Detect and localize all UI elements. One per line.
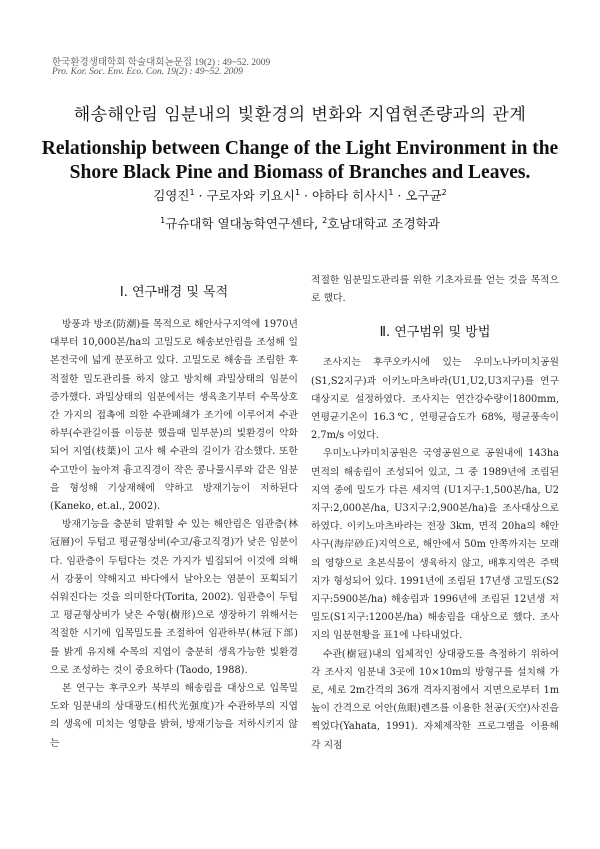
body-paragraph: 방재기능을 충분히 발휘할 수 있는 해안림은 임관층(林冠層)이 두텁고 평균형상비(수고/흉고직경)가 낮은 임분이다. 임관층이 두텁다는 것은 가지가 빌집되어 이것에 의해서 강풍이 약해지고 바다에서 날아오는 염분이 포획되기 쉬워진다는 것을 의미한다(Torita, 2002). 임관층이 두텁고 평균형상비가 낮은 수형(樹形)으로 생장하기 위해서는 적절한 시기에 입목밀도를 조절하여 임관하부(林冠下部)를 밝게 유지해 수목의 지엽이 충분히 생육가능한 빛환경으로 조성하는 것이 중요하다 (Taodo, 1988).: [50, 519, 298, 676]
affil-name: 호남대학교 조경학과: [327, 216, 440, 231]
left-column: [50, 285, 298, 753]
author-affil-sup: 1: [388, 187, 394, 197]
section-heading-background: Ⅰ. 연구배경 및 목적: [119, 285, 229, 300]
title-korean: 해송해안림 임분내의 빛환경의 변화와 지엽현존량과의 관계: [73, 105, 527, 125]
title-english: Relationship between Change of the Light Environment in the Shore Black Pine and Biomass of Branches and Leaves.: [41, 138, 559, 183]
author-separator: ·: [393, 188, 406, 203]
journal-citation-english: Pro. Kor. Soc. Env. Eco. Con. 19(2) : 49~52. 2009: [52, 67, 243, 77]
author-name: 야하타 히사시: [311, 188, 389, 203]
affil-name: 규슈대학 열대농학연구센타,: [165, 216, 323, 231]
body-paragraph: 본 연구는 후쿠오카 북부의 해송림을 대상으로 입목밀도와 임분내의 상대광도(相代光强度)가 수관하부의 지엽의 생육에 미치는 영향을 밝혀, 방재기능을 저하시키지 않는: [50, 683, 298, 749]
author-separator: ·: [194, 188, 207, 203]
journal-citation-korean: 한국환경생태학회 학술대회논문집 19(2) : 49~52. 2009: [52, 58, 271, 68]
author-name: 구로자와 키요시: [206, 188, 295, 203]
right-column: [311, 272, 559, 755]
body-paragraph-continued: 적절한 임분밀도관리를 위한 기초자료를 얻는 것을 목적으로 했다.: [311, 275, 559, 305]
section-heading-methods: Ⅱ. 연구범위 및 방법: [379, 325, 491, 341]
author-affil-sup: 1: [189, 187, 195, 197]
authors-line: [0, 186, 600, 204]
affil-sup: 2: [322, 215, 328, 225]
body-paragraph: 방풍과 방조(防潮)를 목적으로 해안사구지역에 1970년대부터 10,000본/ha의 고밀도로 해송보안림을 조성해 일본전국에 넓게 분포하고 있다. 고밀도로 해송을 조림한 후 적절한 밀도관리를 하지 않고 방치해 과밀상태의 임분이 증가했다. 과밀상태의 임분에서는 생육초기부터 수목상호간 가지의 접촉에 의한 수관폐쇄가 조기에 이루어져 수관하부(수관길이를 이등분 했을때 밑부분)의 빛환경이 악화되어 지엽(枝葉)이 고사 해 수관의 길이가 감소했다. 또한 수고만이 높아져 흉고직경이 작은 콩나물시루와 같은 임분을 형성해 기상재해에 약하고 방재기능이 저하된다 (Kaneko, et.al., 2002).: [50, 319, 298, 513]
affiliations-line: [0, 214, 600, 232]
author-name: 오구균: [405, 188, 442, 203]
body-paragraph: 조사지는 후쿠오카시에 있는 우미노나카미치공원(S1,S2지구)과 이키노마츠바라(U1,U2,U3지구)를 연구대상지로 설정하였다. 조사지는 연간강수량이1800mm, 연평균기온이 16.3℃, 연평균습도가 68%, 평균풍속이 2.7m/s 이었다.: [311, 357, 559, 442]
author-name: 김영진: [153, 188, 190, 203]
body-paragraph: 우미노나카미치공원은 국영공원으로 공원내에 143ha면적의 해송림이 조성되어 있고, 그 중 1989년에 조림된 지역 중에 밀도가 다른 세지역 (U1지구:1,500본/ha, U2지구:2,000본/ha, U3지구:2,900본/ha)을 조사대상으로 하였다. 이키노마츠바라는 전장 3km, 면적 20ha의 해안사구(海岸砂丘)지역으로, 해안에서 50m 안쪽까지는 모래의 영향으로 초본식물이 생육하지 않고, 배후지역은 주택지가 형성되어 있다. 1991년에 조림된 17년생 고밀도(S2지구:5900본/ha) 해송림과 1996년에 조림된 12년생 저밀도(S1지구:1200본/ha) 해송림을 대상으로 했다. 조사지의 임분현황을 표1에 나타내었다.: [311, 448, 559, 642]
author-affil-sup: 1: [294, 187, 301, 197]
affil-sup: 1: [160, 215, 166, 225]
author-affil-sup: 2: [441, 187, 447, 197]
body-paragraph: 수관(樹冠)내의 입체적인 상대광도를 측정하기 위하여 각 조사지 임분내 3곳에 10×10m의 방형구를 설치해 가로, 세로 2m간격의 36개 격자지점에서 지면으로부터 1m높이 간격으로 어안(魚眼)렌즈를 이용한 천공(天空)사진을 찍었다(Yahata, 1991). 자체제작한 프로그램을 이용해 각 지점: [311, 648, 559, 751]
author-separator: ·: [300, 188, 312, 203]
